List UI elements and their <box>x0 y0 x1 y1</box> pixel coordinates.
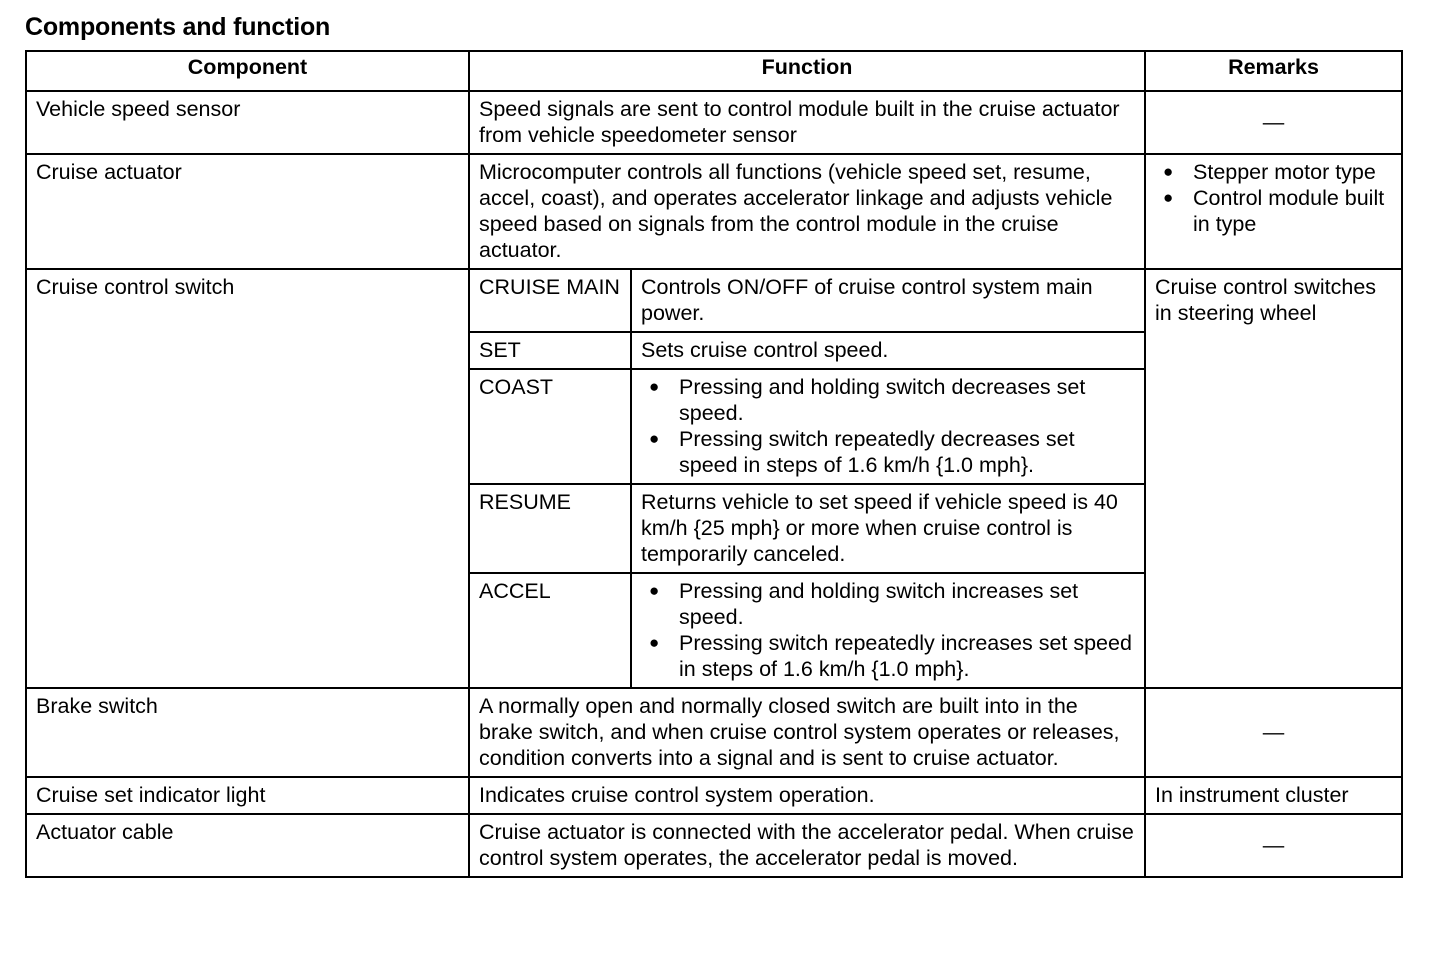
header-component: Component <box>26 51 469 91</box>
switch-name: RESUME <box>470 484 631 573</box>
function-cell: Speed signals are sent to control module built in the cruise actuator from vehicle speedometer sensor <box>469 91 1145 154</box>
list-item: ● Pressing and holding switch decreases set speed. <box>641 374 1135 426</box>
switch-name: SET <box>470 332 631 369</box>
remarks-cell: Cruise control switches in steering wheel <box>1145 269 1402 688</box>
function-cell: Microcomputer controls all functions (vehicle speed set, resume, accel, coast), and operates accelerator linkage and adjusts vehicle speed based on signals from the control module in the cruise actuator. <box>469 154 1145 269</box>
component-cell: Vehicle speed sensor <box>26 91 469 154</box>
header-function: Function <box>469 51 1145 91</box>
remarks-cell <box>1145 154 1402 269</box>
switch-row <box>470 573 1144 687</box>
switch-name: COAST <box>470 369 631 484</box>
list-item: ● Pressing switch repeatedly decreases set speed in steps of 1.6 km/h {1.0 mph}. <box>641 426 1135 478</box>
list-item: ● Pressing switch repeatedly increases set speed in steps of 1.6 km/h {1.0 mph}. <box>641 630 1135 682</box>
switch-function: Controls ON/OFF of cruise control system main power. <box>631 270 1144 332</box>
switch-row <box>470 270 1144 332</box>
switch-row <box>470 369 1144 484</box>
component-cell: Brake switch <box>26 688 469 777</box>
function-cell: A normally open and normally closed switch are built into in the brake switch, and when cruise control system operates or releases, condition converts into a signal and is sent to cruise actuator. <box>469 688 1145 777</box>
table-row <box>26 688 1402 777</box>
remarks-cell: In instrument cluster <box>1145 777 1402 814</box>
switch-subtable-cell <box>469 269 1145 688</box>
table-row <box>26 814 1402 877</box>
switch-function: Sets cruise control speed. <box>631 332 1144 369</box>
switch-subtable <box>470 270 1144 687</box>
switch-function <box>631 573 1144 687</box>
function-cell: Indicates cruise control system operation. <box>469 777 1145 814</box>
component-cell: Actuator cable <box>26 814 469 877</box>
list-item: ● Stepper motor type <box>1155 159 1392 185</box>
switch-row <box>470 484 1144 573</box>
component-cell: Cruise control switch <box>26 269 469 688</box>
remarks-list <box>1155 159 1392 237</box>
table-row <box>26 154 1402 269</box>
list-item: ● Pressing and holding switch increases set speed. <box>641 578 1135 630</box>
table-row <box>26 91 1402 154</box>
components-table <box>25 50 1403 878</box>
component-cell: Cruise actuator <box>26 154 469 269</box>
table-row <box>26 777 1402 814</box>
switch-function <box>631 369 1144 484</box>
switch-name: CRUISE MAIN <box>470 270 631 332</box>
switch-function-list <box>641 578 1135 682</box>
remarks-cell: — <box>1145 688 1402 777</box>
remarks-cell: — <box>1145 814 1402 877</box>
list-item: ● Control module built in type <box>1155 185 1392 237</box>
switch-row <box>470 332 1144 369</box>
remarks-cell: — <box>1145 91 1402 154</box>
component-cell: Cruise set indicator light <box>26 777 469 814</box>
switch-function: Returns vehicle to set speed if vehicle speed is 40 km/h {25 mph} or more when cruise control is temporarily canceled. <box>631 484 1144 573</box>
header-row <box>26 51 1402 91</box>
function-cell: Cruise actuator is connected with the accelerator pedal. When cruise control system operates, the accelerator pedal is moved. <box>469 814 1145 877</box>
table-row <box>26 269 1402 688</box>
section-title: Components and function <box>25 13 331 41</box>
header-remarks: Remarks <box>1145 51 1402 91</box>
switch-function-list <box>641 374 1135 478</box>
switch-name: ACCEL <box>470 573 631 687</box>
